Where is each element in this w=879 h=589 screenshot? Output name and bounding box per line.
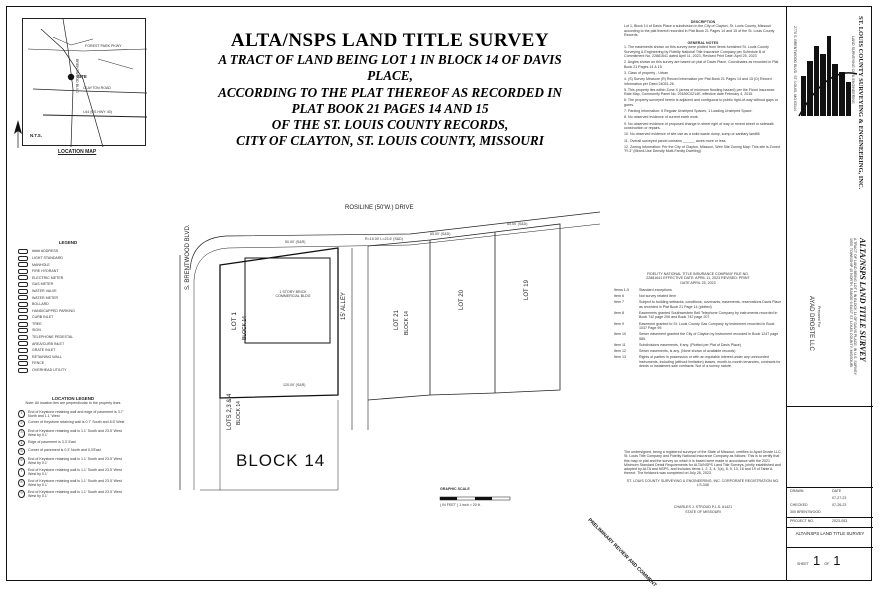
title-heading: ALTA/NSPS LAND TITLE SURVEY bbox=[230, 30, 550, 51]
legend-item-label: WATER VALVE bbox=[32, 288, 57, 293]
legend-item-label: GAS METER bbox=[32, 282, 54, 287]
legend-symbol-icon bbox=[18, 295, 28, 300]
location-number: 6 bbox=[18, 457, 25, 466]
legend-item bbox=[18, 255, 118, 262]
general-note: 1. The easements shown on this survey were plotted from items furnished St. Louis County Surveying & Engineering by Fidelity National Title Insurance Company per Schedule B of Commitment No. 22881641 dated April 11, 2023, Revised Print Date: April 25, 2023 bbox=[624, 45, 769, 59]
legend-symbol-icon bbox=[18, 249, 28, 254]
lot-21-label: LOT 21 bbox=[394, 310, 400, 330]
schedule-item-number: Items 1-5 bbox=[614, 287, 629, 292]
legend-symbol-icon bbox=[18, 335, 28, 340]
legend-symbol-icon bbox=[18, 348, 28, 353]
legend-item-label: GRATE INLET bbox=[32, 348, 56, 353]
legend-symbol-icon bbox=[18, 361, 28, 366]
title-line: PLAT BOOK 21 PAGES 14 AND 15 bbox=[291, 100, 489, 116]
legend-item bbox=[18, 281, 118, 288]
legend-symbol-icon bbox=[18, 269, 28, 274]
legend-item bbox=[18, 341, 118, 348]
location-map bbox=[22, 18, 146, 146]
title-line: A TRACT OF LAND BEING LOT 1 IN BLOCK 14 OF DAVIS PLACE, bbox=[218, 52, 562, 84]
lot-1-label: LOT 1 bbox=[231, 312, 238, 330]
legend-item bbox=[18, 275, 118, 282]
legend-item-label: RETAINING WALL bbox=[32, 354, 62, 359]
sheet-title: ALTA/NSPS LAND TITLE SURVEY bbox=[858, 238, 867, 362]
sheet-total: 1 bbox=[833, 553, 841, 568]
lot-21-block-label: BLOCK 14 bbox=[404, 311, 410, 335]
schedule-item-number: Item 7 bbox=[614, 300, 624, 305]
location-number: 4 bbox=[18, 440, 25, 446]
legend-item bbox=[18, 360, 118, 367]
schedule-item bbox=[614, 311, 782, 320]
schedule-item-number: Item 10 bbox=[614, 332, 626, 337]
legend-item bbox=[18, 308, 118, 315]
graphic-scale-title: GRAPHIC SCALE bbox=[440, 487, 470, 491]
legend-item bbox=[18, 354, 118, 361]
schedule-item-number: Item 8 bbox=[614, 311, 624, 316]
legend-item-label: #### ADDRESS bbox=[32, 249, 59, 254]
legend-item-label: MANHOLE bbox=[32, 262, 50, 267]
sheet-subtitle: A TRACT OF LAND BEING LOT 1 IN BLOCK 14 OF DAVIS PLACE, IN U.S. SURVEY 1955, TOWNSHIP 45 NORTH, RANGE 6 EAST ST. LOUIS COUNTY, MISSOURI bbox=[848, 238, 857, 376]
graphic-scale bbox=[440, 497, 510, 500]
date-value: 07-26-23 bbox=[832, 503, 847, 507]
schedule-item-number: Item 13 bbox=[614, 355, 626, 360]
legend-symbol-icon bbox=[18, 341, 28, 346]
project-no-value: 2023-053 bbox=[832, 519, 848, 523]
location-legend-item bbox=[18, 490, 128, 499]
project-no-label: PROJECT NO. bbox=[790, 519, 815, 523]
building-footprint bbox=[242, 258, 330, 343]
legend-item bbox=[18, 347, 118, 354]
legend-item bbox=[18, 327, 118, 334]
legend-symbol-icon bbox=[18, 275, 28, 280]
schedule-item-text: Subdivisions easements, if any. (Plotted per Plat of Davis Place) bbox=[639, 342, 742, 347]
street-label-left: S. BRENTWOOD BLVD. bbox=[185, 224, 191, 290]
dimension-label: 120.00' (S&R) bbox=[283, 383, 306, 387]
location-text: Corner of Keystone retaining wall is 0.7' South and 8.5' West bbox=[28, 420, 125, 425]
schedule-item-text: Easement granted to St. Louis County Gas Company by instrument recorded in Book 1037 Page 99. bbox=[639, 321, 775, 330]
schedule-item bbox=[614, 332, 782, 341]
prepared-for-label: Prepared For bbox=[817, 306, 821, 328]
general-note: 3. Class of property - Urban bbox=[624, 70, 669, 75]
schedule-item bbox=[614, 322, 782, 331]
lot-20-label: LOT 20 bbox=[459, 290, 465, 310]
legend-item bbox=[18, 334, 118, 341]
location-text: End of Keystone retaining wall is 1.1' South and 23.5' West West by 0.1' bbox=[28, 478, 122, 488]
general-note: 2. Angles shown on this survey are based on plat of Davis Place. Coordinates as recorded in Plat Book 21 Pages 14 & 15 bbox=[624, 60, 779, 69]
sheet-number: 1 bbox=[812, 553, 821, 568]
site-marker bbox=[68, 74, 74, 80]
legend-item bbox=[18, 268, 118, 275]
general-note: 5. This property lies within Zone X (areas of minimum flooding hazard) per the Flood Insurance Rate Map, Community Panel No. 29189C0214K, effective date February 4, 2015. bbox=[624, 87, 775, 97]
schedule-item-text: Subject to building setbacks, conditions, covenants, easements, reservations Davis Place as recorded in Plat Book 21 Page 14 (plotted) bbox=[639, 300, 782, 309]
location-map-caption: LOCATION MAP bbox=[58, 149, 97, 155]
location-legend-note: Note: All location ties are perpendicular to the property lines bbox=[25, 401, 121, 406]
legend-symbol-icon bbox=[18, 302, 28, 307]
site-label: SITE bbox=[77, 74, 87, 79]
title-line: CITY OF CLAYTON, ST. LOUIS COUNTY, MISSOURI bbox=[236, 133, 544, 149]
location-text: End of Keystone retaining wall is 1.1' South and 23.5' West West by 0.1' bbox=[28, 489, 122, 499]
location-map-drawing bbox=[23, 19, 147, 147]
legend-symbol-icon bbox=[18, 328, 28, 333]
legend-item bbox=[18, 294, 118, 301]
date-label: DATE bbox=[832, 489, 842, 493]
location-legend-item bbox=[18, 468, 128, 477]
road-label: FOREST PARK PKWY bbox=[85, 44, 122, 48]
block-14-label: BLOCK 14 bbox=[236, 451, 326, 470]
client-name: AYAD DROSTE LLC bbox=[808, 296, 814, 351]
schedule-item bbox=[614, 355, 782, 368]
sheet-word: SHEET bbox=[797, 562, 809, 566]
location-text: Corner of pavement is 0.3' North and 0.3'East bbox=[28, 448, 101, 453]
road-label: I-64 (US HWY 40) bbox=[83, 110, 112, 114]
dimension-label: R=15.00' L=23.6' (S&D) bbox=[365, 237, 403, 241]
sheet-label: ALTA/NSPS LAND TITLE SURVEY bbox=[795, 531, 865, 536]
road-label: CLAYTON ROAD bbox=[83, 86, 112, 90]
general-note: 11. Overall surveyed parcel contains ______ acres more or less. bbox=[624, 138, 727, 143]
legend-item-label: WATER METER bbox=[32, 295, 59, 300]
legend-symbol-icon bbox=[18, 355, 28, 360]
description-body: Lot 1, Block 14 of Davis Place a subdivision in the City of Clayton, St. Louis County, Missouri according to the plat thereof recorded in Plat Book 21 Pages 14 and 15 of the St. Louis County Records. bbox=[624, 24, 775, 37]
location-legend-item bbox=[18, 448, 128, 454]
preliminary-stamp: PRELIMINARY REVIEW AND COMMENT bbox=[586, 517, 658, 589]
location-legend-title: LOCATION LEGEND bbox=[51, 396, 95, 401]
legend-symbol-icon bbox=[18, 315, 28, 320]
legend-item bbox=[18, 288, 118, 295]
schedule-item-number: Item 9 bbox=[614, 321, 624, 326]
schedule-item-number: Item 12 bbox=[614, 349, 626, 354]
legend-symbol-icon bbox=[18, 262, 28, 267]
schedule-b bbox=[614, 272, 782, 422]
location-number: 7 bbox=[18, 468, 25, 477]
schedule-item bbox=[614, 294, 782, 298]
legend-item-label: CURB INLET bbox=[32, 315, 54, 320]
alley-label: 15' ALLEY bbox=[341, 292, 347, 320]
title-line: OF THE ST. LOUIS COUNTY RECORDS, bbox=[271, 117, 509, 133]
general-note: 12. Zoning Information: Per the City of Clayton, Missouri, Web Site Zoning Map: This site is Zoned "R-3" (Mixed-Use Density Multi-Family Dwelling). bbox=[624, 144, 780, 154]
schedule-item bbox=[614, 349, 782, 353]
legend bbox=[18, 240, 118, 380]
legend-symbol-icon bbox=[18, 282, 28, 287]
location-text: End of Keystone retaining wall and edge of pavement is 3.7' North and 1.1' West bbox=[28, 409, 124, 418]
general-note: 7. Parking Information: 6 Regular Unstriped Spaces, 1 Loading Unstriped Space. bbox=[624, 109, 753, 114]
location-legend-item bbox=[18, 479, 128, 488]
street-label-top: ROSILINE (50'W.) DRIVE bbox=[345, 205, 414, 211]
schedule-item-text: Standard exceptions bbox=[639, 287, 672, 292]
legend-symbol-icon bbox=[18, 322, 28, 327]
legend-item-label: AREA/CURB INLET bbox=[32, 341, 65, 346]
company-name: ST. LOUIS COUNTY SURVEYING & ENGINEERING, INC. bbox=[857, 16, 864, 190]
location-number: 9 bbox=[18, 490, 25, 499]
schedule-item bbox=[614, 343, 782, 347]
legend-item bbox=[18, 314, 118, 321]
legend-title: LEGEND bbox=[58, 240, 78, 245]
legend-item-label: TREE bbox=[32, 321, 42, 326]
location-legend-item bbox=[18, 457, 128, 466]
location-text: End of Keystone retaining wall is 1.1' South and 23.5' West West by 0.1' bbox=[28, 457, 122, 466]
schedule-item-text: Sewer easements, is any. (None shown of available records) bbox=[639, 349, 736, 354]
location-number: 2 bbox=[18, 420, 25, 426]
location-legend bbox=[18, 396, 128, 506]
legend-item-label: BOLLARD bbox=[32, 302, 49, 307]
dimension-label: 65.00' (S&D) bbox=[430, 232, 451, 236]
company-address: 2770 S. BRENTWOOD BLVD. ST. LOUIS, MO 63144 bbox=[793, 26, 797, 112]
dimension-label: 50.00' (S&R) bbox=[285, 240, 306, 244]
legend-item-label: FIRE HYDRANT bbox=[32, 269, 59, 274]
legend-item-label: FENCE bbox=[32, 361, 45, 366]
road-label: BRENTWOOD BLVD bbox=[75, 59, 79, 93]
schedule-item-text: Rights of parties in possession or with an equitable interest under any unrecorded instruments, including (without limitation) leases, month-to-month tenancies, contracts for deeds or instalment sale contracts. Not of a survey nature. bbox=[639, 355, 781, 369]
legend-symbol-icon bbox=[18, 289, 28, 294]
survey-title bbox=[200, 30, 580, 150]
location-number: 8 bbox=[18, 479, 25, 488]
of-word: OF bbox=[824, 562, 830, 566]
general-notes-title: GENERAL NOTES bbox=[687, 41, 719, 46]
graphic-scale-text: ( IN FEET ) 1 inch = 20 ft. bbox=[440, 503, 481, 507]
schedule-item bbox=[614, 288, 782, 292]
notes-column bbox=[624, 20, 782, 270]
address-value: 300 BRENTWOOD bbox=[790, 510, 821, 514]
schedule-item-number: Item 6 bbox=[614, 294, 624, 299]
legend-symbol-icon bbox=[18, 308, 28, 313]
legend-item bbox=[18, 367, 118, 374]
general-note: 10. No observed evidence of site use as a solid waste dump, sump or sanitary landfill. bbox=[624, 132, 761, 137]
legend-item-label: OVERHEAD UTILITY bbox=[32, 368, 67, 373]
legend-item-label: HANDICAPPED PARKING bbox=[32, 308, 75, 313]
lots-lower-label: LOTS 2,3 & 4 bbox=[227, 393, 233, 430]
lot-1-block-label: BLOCK 14 bbox=[242, 316, 248, 340]
location-text: Edge of pavement is 3.3' East bbox=[28, 439, 76, 444]
location-text: End of Keystone retaining wall is 1.1' South and 23.5' West West by 0.1' bbox=[28, 467, 122, 477]
dimension-label: 60.00' (S&D) bbox=[507, 222, 528, 226]
location-number: 3 bbox=[18, 429, 25, 438]
location-legend-item bbox=[18, 440, 128, 446]
schedule-item-text: Sewer easement granted the City of Clayton by instrument recorded in Book 1247 page 585. bbox=[639, 332, 779, 341]
general-note: 4. (S) Survey Measure (R) Record information per Plat Book 21 Pages 14 and 15 (D) Record information per Deed 24051-26 bbox=[624, 77, 772, 86]
checked-label: CHECKED bbox=[790, 503, 808, 507]
legend-item-label: ELECTRIC METER bbox=[32, 275, 64, 280]
drawn-label: DRAWN bbox=[790, 489, 804, 493]
location-legend-item bbox=[18, 410, 128, 419]
legend-item-label: SIGN bbox=[32, 328, 41, 333]
lot-19-label: LOT 19 bbox=[524, 280, 530, 300]
general-note: 8. No observed evidence of current earth work. bbox=[624, 115, 699, 120]
schedule-item-text: Not survey related item bbox=[639, 294, 676, 299]
certification-body: The undersigned, being a registered surveyor of the State of Missouri, certifies to Ayad Droste LLC, St. Louis Title Company and Fidelity National Insurance Company as follows: This is to certify that this map or plat and the survey on which it is based were made in accordance with the 2021 Minimum Standard Detail Requirements for ALTA/NSPS Land Title Surveys, jointly established and adopted by ALTA and NSPS, and includes items 1, 2, 3, 4, 7(a), 8, 9, 13, 16 and 19 of Table A thereof. The fieldwork was completed on July 26, 2023. bbox=[624, 450, 782, 476]
company-services: LAND SURVEYING CIVIL ENGINEERING bbox=[851, 36, 855, 104]
building-label: 1 STORY BRICK COMMERCIAL BLDG bbox=[275, 290, 311, 299]
schedule-item-number: Item 11 bbox=[614, 342, 626, 347]
legend-item bbox=[18, 321, 118, 328]
location-number: 5 bbox=[18, 448, 25, 454]
location-text: End of Keystone retaining wall is 1.1' South and 23.5' West West by 0.1' bbox=[28, 428, 122, 438]
general-note: 6. The property surveyed herein is adjacent and contiguous to public right-of-way without gaps or gores. bbox=[624, 98, 778, 107]
lots-lower-block-label: BLOCK 14 bbox=[236, 401, 242, 425]
title-line: ACCORDING TO THE PLAT THEREOF AS RECORDED IN bbox=[218, 84, 562, 100]
location-legend-item bbox=[18, 429, 128, 438]
general-note: 9. No observed evidence of proposed change in street right of way or recent street or sidewalk construction or repairs. bbox=[624, 121, 774, 130]
schedule-item-text: Easements granted Southwestern Bell Telephone Company by instruments recorded in Book 742 page 206 and Book 742 page 207. bbox=[639, 311, 778, 320]
legend-item-label: LIGHT STANDARD bbox=[32, 255, 64, 260]
location-number: 1 bbox=[18, 410, 25, 419]
legend-symbol-icon bbox=[18, 368, 28, 373]
legend-item-label: TELEPHONE PEDESTAL bbox=[32, 335, 74, 340]
certification-surveyor: CHARLES J. STROUD P.L.S. #1421 STATE OF MISSOURI bbox=[673, 505, 733, 514]
north-arrow-icon bbox=[8, 120, 28, 150]
legend-item bbox=[18, 261, 118, 268]
legend-item bbox=[18, 248, 118, 255]
legend-symbol-icon bbox=[18, 256, 28, 261]
title-block bbox=[786, 6, 872, 581]
certification bbox=[624, 450, 782, 580]
date-value: 07-27-23 bbox=[832, 496, 847, 500]
description-title: DESCRIPTION bbox=[690, 20, 716, 24]
schedule-item bbox=[614, 300, 782, 309]
location-legend-item bbox=[18, 420, 128, 426]
certification-company: ST. LOUIS COUNTY SURVEYING & ENGINEERING, INC. CORPORATE REGISTRATION NO. LS-348 bbox=[626, 478, 780, 488]
legend-item bbox=[18, 301, 118, 308]
nts-label: N.T.S. bbox=[30, 133, 42, 138]
schedule-header: FIDELITY NATIONAL TITLE INSURANCE COMPANY FILE NO. 22881641 EFFECTIVE DATE: APRIL 11, 2023 REVISED: PRINT DATE APRIL 25, 2023 bbox=[646, 272, 750, 285]
